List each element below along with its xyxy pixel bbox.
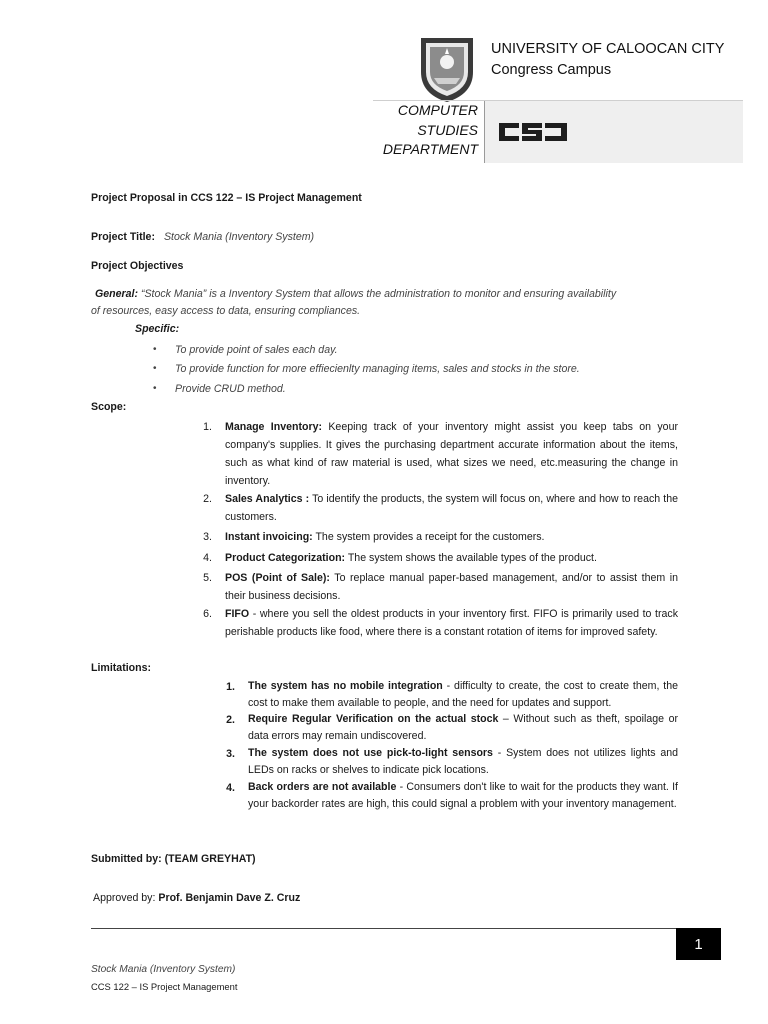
limitation-item-number: 4.: [226, 782, 235, 794]
footer-title: Stock Mania (Inventory System): [91, 964, 236, 975]
footer-course: CCS 122 – IS Project Management: [91, 981, 238, 992]
scope-item-text: The system shows the available types of the product.: [345, 552, 597, 564]
limitations-heading: Limitations:: [91, 662, 152, 674]
limitation-item-text: - Consumers don't like to wait for the products they want. If your backorder rates are high, this could signal a problem with your inventory management.: [248, 781, 678, 810]
footer-divider: [91, 928, 676, 929]
limitation-item-title: Require Regular Verification on the actual stock: [248, 713, 499, 725]
limitation-item: [248, 678, 678, 712]
scope-item: [225, 490, 678, 526]
department-line: COMPUTER: [397, 102, 478, 118]
scope-item-number: 2.: [203, 493, 212, 505]
specific-item: To provide function for more effiecienlty managing items, sales and stocks in the store.: [175, 363, 580, 375]
scope-item-title: Sales Analytics :: [225, 493, 310, 505]
department-line: STUDIES: [417, 121, 478, 138]
bullet-icon: •: [153, 344, 157, 355]
scope-item-text: To replace manual paper-based management, and/or to assist them in their business decisions.: [225, 572, 678, 602]
scope-item-title: FIFO: [225, 608, 250, 620]
specific-item: Provide CRUD method.: [175, 383, 286, 395]
university-seal-icon: [416, 34, 478, 104]
limitation-item-title: Back orders are not available: [248, 781, 397, 793]
scope-item-number: 5.: [203, 572, 212, 584]
project-title-row: [91, 228, 314, 246]
limitation-item-number: 1.: [226, 681, 235, 693]
proposal-line: Project Proposal in CCS 122 – IS Project Management: [91, 192, 362, 204]
logo-panel: [485, 101, 743, 163]
scope-item: [225, 605, 678, 641]
scope-item-title: POS (Point of Sale):: [225, 572, 330, 584]
limitation-item: [248, 779, 678, 813]
campus-name: Congress Campus: [491, 62, 612, 78]
department-line: DEPARTMENT: [382, 141, 478, 157]
limitation-item-text: - System does not utilizes lights and LEDs on racks or shelves to indicate pick locations.: [248, 747, 679, 776]
objectives-heading: Project Objectives: [91, 260, 184, 272]
csd-logo-icon: [497, 119, 569, 145]
project-title-value: Stock Mania (Inventory System): [163, 231, 315, 243]
scope-item-text: Keeping track of your inventory might assist you keep tabs on your company's supplies. It gives the purchasing department accurate information about the items, such as what kind of raw material is used, what sizes we need, etc.measuring the change in inventory.: [225, 421, 678, 487]
department-name: [373, 101, 484, 163]
general-objective: [95, 285, 616, 303]
scope-item-title: Manage Inventory:: [225, 421, 323, 433]
scope-item-number: 6.: [203, 608, 212, 620]
limitation-item-title: The system does not use pick-to-light sensors: [248, 747, 493, 759]
scope-item: [225, 569, 678, 605]
specific-item: To provide point of sales each day.: [175, 344, 338, 356]
scope-item: [225, 418, 678, 490]
scope-item-text: The system provides a receipt for the customers.: [312, 531, 545, 543]
scope-item-title: Instant invoicing:: [225, 531, 313, 543]
university-name: UNIVERSITY OF CALOOCAN CITY: [491, 41, 725, 57]
project-title-label: Project Title:: [91, 231, 155, 243]
approved-by: [93, 889, 300, 907]
bullet-icon: •: [153, 363, 157, 374]
scope-item: [225, 528, 678, 546]
limitation-item-text: – Without such as theft, spoilage or data errors may remain undiscovered.: [248, 713, 678, 742]
scope-item-title: Product Categorization:: [225, 552, 346, 564]
general-text: “Stock Mania” is a Inventory System that allows the administration to monitor and ensuring availability: [140, 288, 617, 300]
page-number: 1: [676, 928, 721, 960]
scope-item-number: 3.: [203, 531, 212, 543]
scope-item-number: 1.: [203, 421, 212, 433]
limitation-item-number: 2.: [226, 714, 235, 726]
limitation-item: [248, 745, 678, 779]
approved-label: Approved by:: [93, 892, 156, 904]
general-text-continued: of resources, easy access to data, ensuring compliances.: [91, 305, 361, 317]
bullet-icon: •: [153, 383, 157, 394]
limitation-item: [248, 711, 678, 745]
limitation-item-text: - difficulty to create, the cost to create them, the cost to make them available to people, and the need for updates and support.: [248, 680, 678, 709]
scope-item-number: 4.: [203, 552, 212, 564]
limitation-item-number: 3.: [226, 748, 235, 760]
submitted-by: Submitted by: (TEAM GREYHAT): [91, 853, 256, 865]
scope-item-text: To identify the products, the system will focus on, where and how to reach the customers.: [225, 493, 679, 523]
specific-label: Specific:: [135, 323, 180, 335]
scope-heading: Scope:: [91, 401, 127, 413]
scope-item: [225, 549, 678, 567]
scope-item-text: - where you sell the oldest products in your inventory first. FIFO is primarily used to track perishable products like food, where there is a constant rotation of items for improved safety.: [225, 608, 678, 638]
general-label: General:: [95, 288, 138, 300]
approver-name: Prof. Benjamin Dave Z. Cruz: [158, 892, 301, 904]
limitation-item-title: The system has no mobile integration: [248, 680, 443, 692]
